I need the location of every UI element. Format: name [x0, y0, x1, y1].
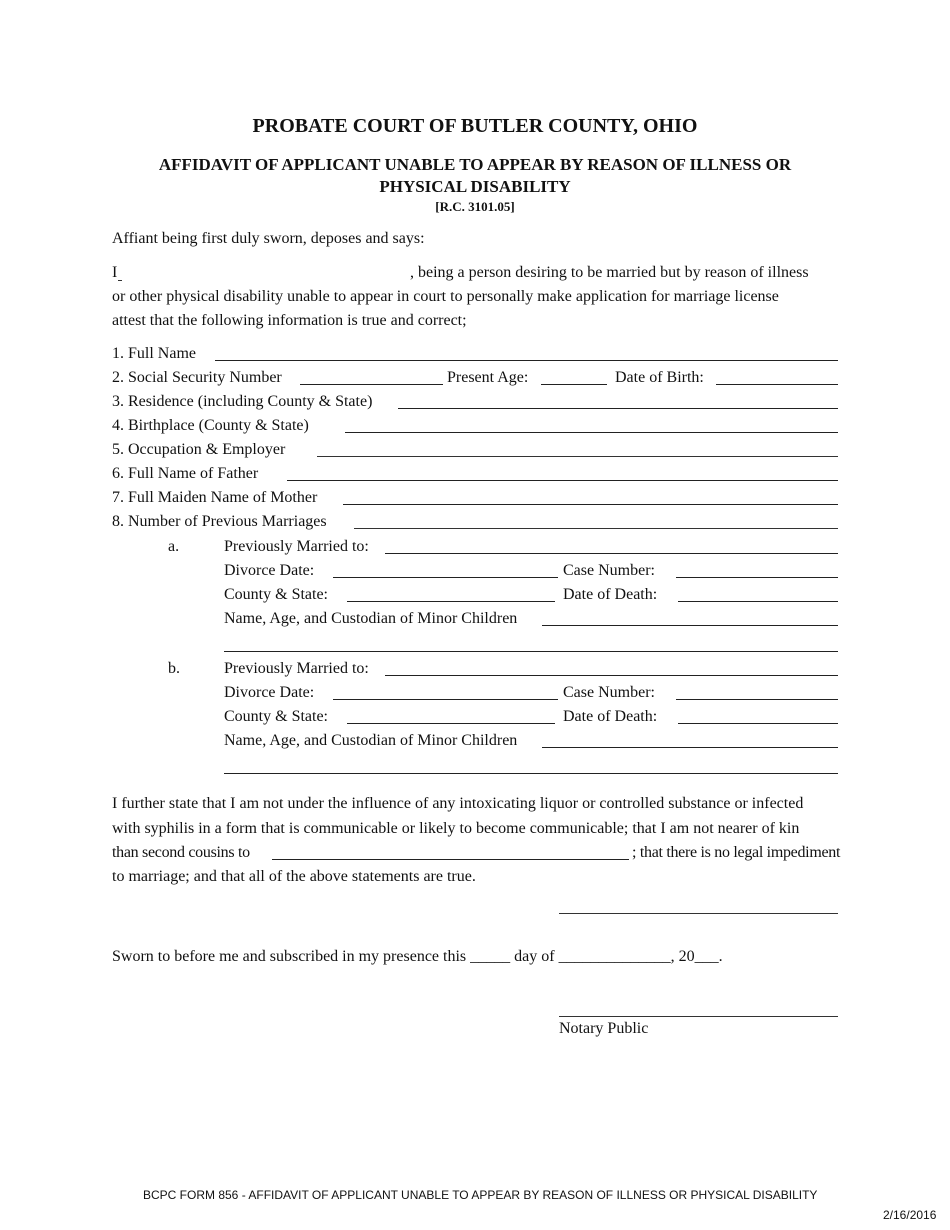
marriage-b-letter: b. [168, 660, 180, 677]
dob-label: Date of Birth: [615, 369, 704, 386]
marriage-b-county-state-label: County & State: [224, 708, 328, 725]
form-title-line2: PHYSICAL DISABILITY [379, 177, 571, 196]
marriage-a-previously-married-label: Previously Married to: [224, 538, 369, 555]
notary-public-label: Notary Public [559, 1020, 649, 1037]
marriage-a-children-line-2[interactable] [224, 651, 838, 652]
residence-label: 3. Residence (including County & State) [112, 393, 373, 410]
father-line[interactable] [287, 480, 838, 481]
marriage-a-children-line[interactable] [542, 625, 838, 626]
marriage-a-county-state-label: County & State: [224, 586, 328, 603]
marriage-b-previously-married-line[interactable] [385, 675, 838, 676]
marriage-b-children-line-2[interactable] [224, 773, 838, 774]
marriage-a-case-number-label: Case Number: [563, 562, 655, 579]
form-footer: BCPC FORM 856 - AFFIDAVIT OF APPLICANT UNABLE TO APPEAR BY REASON OF ILLNESS OR PHYSICAL DISABILITY [143, 1188, 818, 1202]
notary-signature-line[interactable] [559, 1016, 838, 1017]
full-name-line[interactable] [215, 360, 838, 361]
court-title: PROBATE COURT OF BUTLER COUNTY, OHIO [252, 115, 698, 137]
marriage-b-date-of-death-line[interactable] [678, 723, 838, 724]
marriage-a-divorce-date-label: Divorce Date: [224, 562, 315, 579]
second-cousins-line[interactable] [272, 859, 629, 860]
birthplace-line[interactable] [345, 432, 838, 433]
present-age-label: Present Age: [447, 369, 529, 386]
form-title-line1: AFFIDAVIT OF APPLICANT UNABLE TO APPEAR BY REASON OF ILLNESS OR [158, 155, 792, 174]
affiant-name-line[interactable] [118, 280, 122, 281]
marriage-b-children-label: Name, Age, and Custodian of Minor Children [224, 732, 518, 749]
mother-line[interactable] [343, 504, 838, 505]
marriage-a-divorce-date-line[interactable] [333, 577, 558, 578]
statement-line3-start: than second cousins to [112, 844, 250, 861]
statement-line3-end: ; that there is no legal impediment [632, 844, 841, 861]
present-age-line[interactable] [541, 384, 607, 385]
marriage-b-county-state-line[interactable] [347, 723, 555, 724]
affiant-signature-line[interactable] [559, 913, 838, 914]
marriage-b-case-number-label: Case Number: [563, 684, 655, 701]
affiant-i-label: I [112, 264, 118, 281]
marriage-a-letter: a. [168, 538, 180, 555]
mother-label: 7. Full Maiden Name of Mother [112, 489, 318, 506]
prev-marriages-line[interactable] [354, 528, 838, 529]
sworn-subscribed-line: Sworn to before me and subscribed in my presence this _____ day of ______________, 20___. [112, 948, 723, 965]
birthplace-label: 4. Birthplace (County & State) [112, 417, 309, 434]
marriage-a-date-of-death-label: Date of Death: [563, 586, 658, 603]
marriage-b-previously-married-label: Previously Married to: [224, 660, 369, 677]
marriage-b-divorce-date-line[interactable] [333, 699, 558, 700]
marriage-b-divorce-date-label: Divorce Date: [224, 684, 315, 701]
statement-line4: to marriage; and that all of the above statements are true. [112, 868, 476, 885]
intro-line2: or other physical disability unable to appear in court to personally make application for marriage license [112, 288, 779, 305]
marriage-a-date-of-death-line[interactable] [678, 601, 838, 602]
ssn-label: 2. Social Security Number [112, 369, 282, 386]
statute-reference: [R.C. 3101.05] [435, 199, 515, 214]
occupation-line[interactable] [317, 456, 838, 457]
marriage-a-children-label: Name, Age, and Custodian of Minor Children [224, 610, 518, 627]
marriage-b-children-line[interactable] [542, 747, 838, 748]
statement-line2: with syphilis in a form that is communicable or likely to become communicable; that I am not nearer of kin [112, 820, 800, 837]
ssn-line[interactable] [300, 384, 443, 385]
residence-line[interactable] [398, 408, 838, 409]
occupation-label: 5. Occupation & Employer [112, 441, 286, 458]
marriage-b-case-number-line[interactable] [676, 699, 838, 700]
intro-line3: attest that the following information is true and correct; [112, 312, 467, 329]
marriage-a-previously-married-line[interactable] [385, 553, 838, 554]
dob-line[interactable] [716, 384, 838, 385]
intro-line1: , being a person desiring to be married but by reason of illness [410, 264, 809, 281]
statement-line1: I further state that I am not under the influence of any intoxicating liquor or controlled substance or infected [112, 795, 804, 812]
form-date: 2/16/2016 [883, 1208, 937, 1222]
marriage-b-date-of-death-label: Date of Death: [563, 708, 658, 725]
prev-marriages-label: 8. Number of Previous Marriages [112, 513, 327, 530]
father-label: 6. Full Name of Father [112, 465, 259, 482]
marriage-a-case-number-line[interactable] [676, 577, 838, 578]
marriage-a-county-state-line[interactable] [347, 601, 555, 602]
sworn-intro: Affiant being first duly sworn, deposes and says: [112, 230, 425, 247]
full-name-label: 1. Full Name [112, 345, 196, 362]
